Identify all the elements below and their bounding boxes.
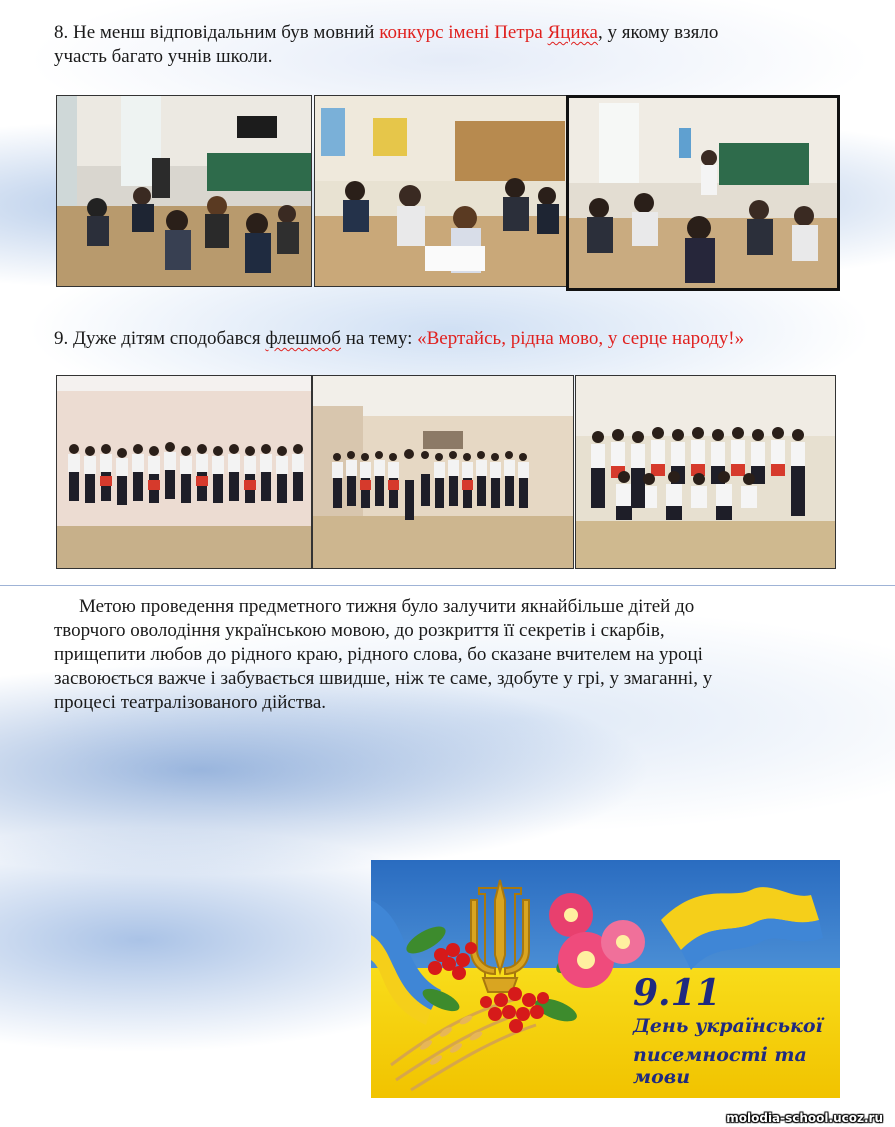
flashmob-photo-2 xyxy=(312,375,574,569)
section-8-highlight: конкурс імені Петра xyxy=(379,22,548,43)
contest-photo-1 xyxy=(56,95,312,287)
section-9-flashmob: флешмоб xyxy=(265,328,341,349)
section-9-text xyxy=(54,327,874,351)
language-day-poster xyxy=(371,860,840,1098)
contest-photo-3 xyxy=(566,95,840,291)
section-9-middle: на тему: xyxy=(340,328,418,349)
section-8-text xyxy=(54,21,854,69)
poster-date: 9.11 xyxy=(633,972,721,1014)
conclusion-paragraph xyxy=(54,595,874,715)
section-9-prefix: 9. Дуже дітям сподобався xyxy=(54,328,266,349)
conclusion-line-4: засвоюється важче і забувається швидше, ніж те саме, здобуте у грі, у змаганні, у xyxy=(54,668,713,689)
conclusion-line-2: творчого оволодіння українською мовою, до розкриття її секретів і скарбів, xyxy=(54,620,665,641)
poster-caption-line2: писемності та мови xyxy=(633,1044,807,1088)
section-9-highlight: «Вертайсь, рідна мово, у серце народу!» xyxy=(417,328,745,349)
conclusion-line-3: прищепити любов до рідного краю, рідного слова, бо сказане вчителем на уроці xyxy=(54,644,703,665)
site-watermark: molodia-school.ucoz.ru xyxy=(726,1111,883,1125)
flashmob-photo-1 xyxy=(56,375,312,569)
section-8-line2: участь багато учнів школи. xyxy=(54,46,273,67)
poster-caption-line1: День української xyxy=(633,1015,823,1037)
flashmob-photo-3 xyxy=(575,375,836,569)
conclusion-line-1: Метою проведення предметного тижня було залучити якнайбільше дітей до xyxy=(79,596,695,617)
conclusion-line-5: процесі театралізованого дійства. xyxy=(54,692,327,713)
horizontal-divider xyxy=(0,585,895,586)
section-8-suffix: , у якому взяло xyxy=(597,22,719,43)
section-8-prefix: 8. Не менш відповідальним був мовний xyxy=(54,22,380,43)
contest-photo-2 xyxy=(314,95,568,287)
section-8-highlight-name: Яцика xyxy=(547,22,598,43)
